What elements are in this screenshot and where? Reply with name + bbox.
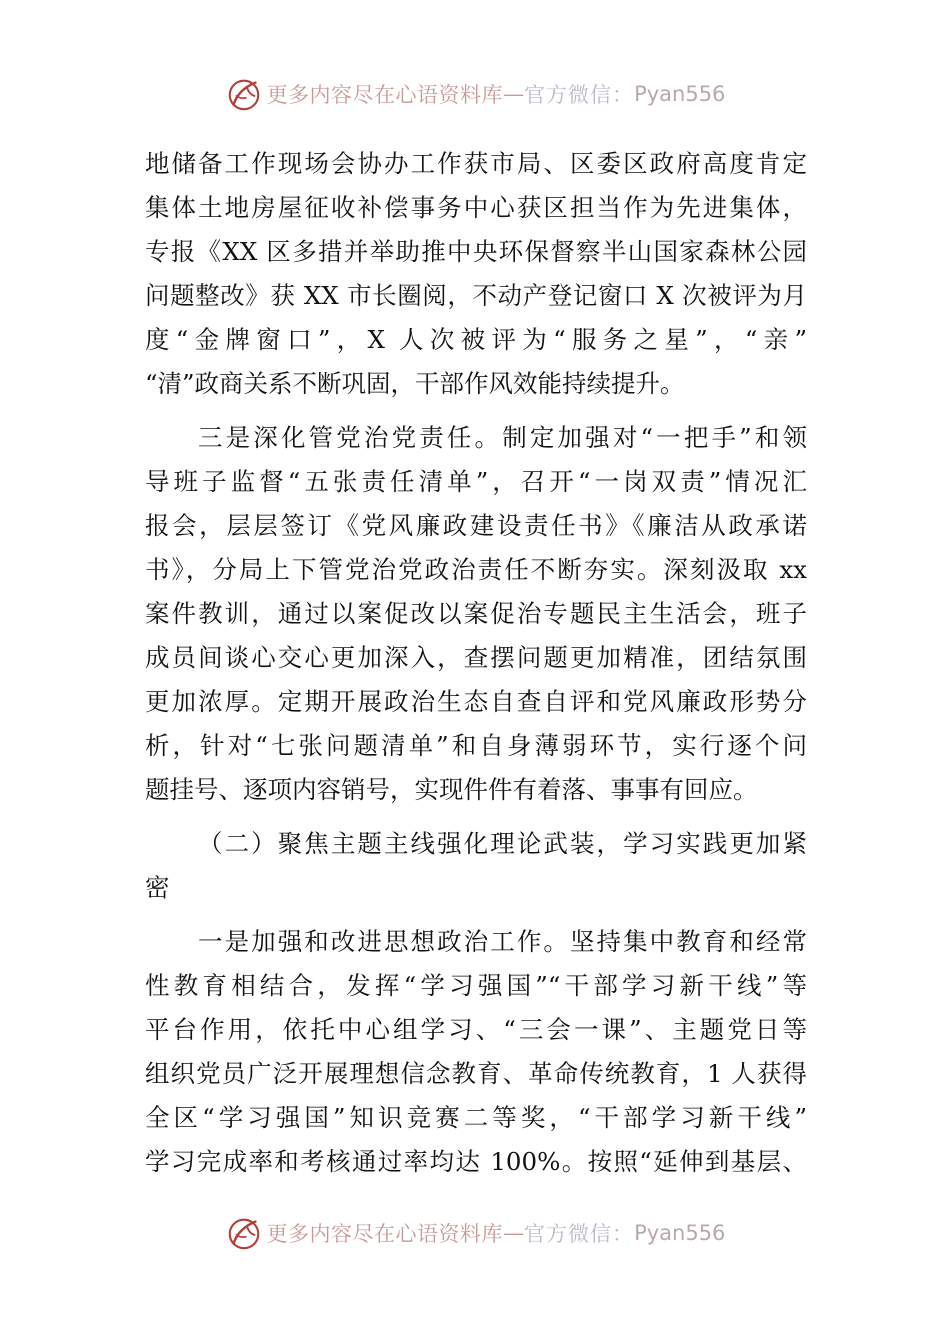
banner-wechat-label: 官方微信： (524, 1222, 635, 1246)
library-logo-icon (225, 1214, 263, 1252)
text-line: 导班子监督“五张责任清单”，召开“一岗双责”情况汇 (145, 467, 807, 496)
banner-wechat-id: Pyan556 (634, 82, 726, 106)
banner-main-text: 更多内容尽在心语资料库 (266, 83, 504, 107)
text-line: 平台作用，依托中心组学习、“三会一课”、主题党日等 (145, 1015, 807, 1044)
text-line: 度“金牌窗口”，X 人次被评为“服务之星”，“亲” (145, 325, 807, 354)
banner-separator: — (503, 1221, 525, 1245)
text-line: 更加浓厚。定期开展政治生态自查自评和党风廉政形势分 (145, 687, 807, 716)
section-heading (145, 822, 807, 910)
library-logo-icon (225, 75, 263, 113)
banner-wechat-id: Pyan556 (634, 1221, 726, 1245)
text-line: 全区“学习强国”知识竞赛二等奖，“干部学习新干线” (145, 1103, 807, 1132)
text-line: 析，针对“七张问题清单”和自身薄弱环节，实行逐个问 (145, 731, 807, 760)
text-line: 成员间谈心交心更加深入，查摆问题更加精准，团结氛围 (145, 643, 807, 672)
text-line: 题挂号、逐项内容销号，实现件件有着落、事事有回应。 (145, 775, 758, 804)
banner-main-text: 更多内容尽在心语资料库 (266, 1222, 504, 1246)
text-line: 书》，分局上下管党治党政治责任不断夯实。深刻汲取 xx (145, 555, 807, 584)
text-line: （二）聚焦主题主线强化理论武装，学习实践更加紧 (198, 829, 807, 858)
text-line: 集体土地房屋征收补偿事务中心获区担当作为先进集体， (145, 193, 807, 222)
text-line: 报会，层层签订《党风廉政建设责任书》《廉洁从政承诺 (145, 511, 807, 540)
document-body (145, 142, 807, 1184)
footer-banner (0, 1213, 950, 1253)
text-line: 学习完成率和考核通过率均达 100%。按照“延伸到基层、 (145, 1147, 807, 1176)
banner-wechat-label: 官方微信： (524, 83, 635, 107)
text-line: 地储备工作现场会协办工作获市局、区委区政府高度肯定 (145, 149, 807, 178)
text-line: 案件教训，通过以案促改以案促治专题民主生活会，班子 (145, 599, 807, 628)
banner-separator: — (503, 82, 525, 106)
text-line: 专报《XX 区多措并举助推中央环保督察半山国家森林公园 (145, 237, 807, 266)
text-line: 组织党员广泛开展理想信念教育、革命传统教育，1 人获得 (145, 1059, 807, 1088)
text-line: 三是深化管党治党责任。制定加强对“一把手”和领 (198, 423, 807, 452)
text-line: 性教育相结合，发挥“学习强国”“干部学习新干线”等 (145, 971, 807, 1000)
text-line: 问题整改》获 XX 市长圈阅，不动产登记窗口 X 次被评为月 (145, 281, 807, 310)
paragraph-1 (145, 142, 807, 406)
paragraph-3 (145, 920, 807, 1184)
text-line: 一是加强和改进思想政治工作。坚持集中教育和经常 (198, 927, 807, 956)
header-banner (0, 74, 950, 114)
text-line: “清”政商关系不断巩固，干部作风效能持续提升。 (145, 369, 685, 398)
text-line: 密 (145, 873, 170, 902)
paragraph-2 (145, 416, 807, 812)
